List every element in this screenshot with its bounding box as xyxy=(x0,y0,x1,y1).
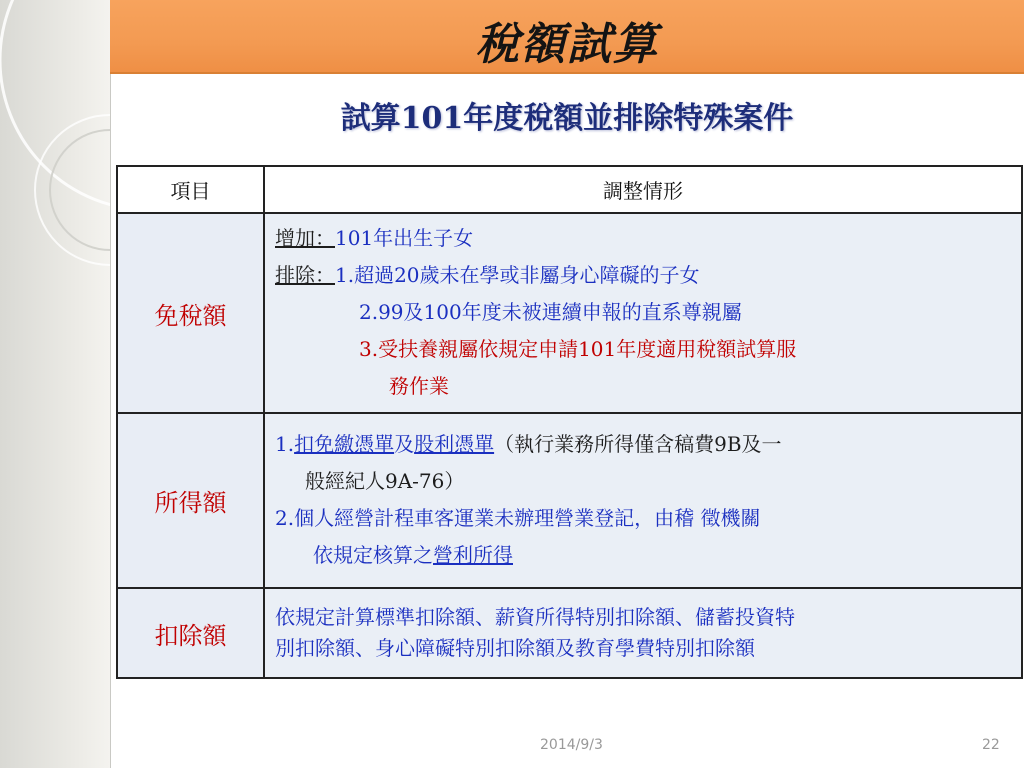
header-adjustment: 調整情形 xyxy=(264,166,1022,213)
row-content-deduction xyxy=(264,588,1022,678)
exemption-exclude-line xyxy=(275,257,1013,294)
table-row xyxy=(117,213,1022,413)
exclude-item-3a: 3.受扶養親屬依規定申請101年度適用稅額試算服 xyxy=(359,336,797,361)
tax-adjustment-table xyxy=(116,165,1023,679)
title-bar xyxy=(110,0,1024,74)
row-label-exemption: 免稅額 xyxy=(117,213,264,413)
add-prefix: 增加： xyxy=(275,225,335,250)
table-row xyxy=(117,588,1022,678)
footer-date: 2014/9/3 xyxy=(540,737,603,753)
row-content-income xyxy=(264,413,1022,588)
row-content-exemption xyxy=(264,213,1022,413)
row-label-income: 所得額 xyxy=(117,413,264,588)
exclude-item-3b: 務作業 xyxy=(389,373,449,398)
exclude-prefix: 排除： xyxy=(275,262,335,287)
page-number: 22 xyxy=(982,737,1000,753)
business-income-link: 營利所得 xyxy=(433,542,513,567)
table-header-row xyxy=(117,166,1022,213)
decorative-arcs xyxy=(0,0,110,768)
income-item-1-line1 xyxy=(275,426,1013,463)
slide-title: 稅額試算 xyxy=(475,19,659,70)
deduction-line1: 依規定計算標準扣除額、薪資所得特別扣除額、儲蓄投資特 xyxy=(275,605,795,629)
exemption-add-line xyxy=(275,220,1013,257)
exclude-item-2: 2.99及100年度未被連續申報的直系尊親屬 xyxy=(359,299,742,324)
item1-and: 及 xyxy=(394,431,415,456)
item1-num: 1. xyxy=(275,431,295,456)
item1-rest: （執行業務所得僅含稿費9B及一 xyxy=(494,431,782,456)
income-item-2-line2 xyxy=(275,537,1013,574)
income-item-2-line1: 2.個人經營計程車客運業未辦理營業登記，由稽 徵機關 xyxy=(275,505,761,530)
exclude-item-1: 1.超過20歲未在學或非屬身心障礙的子女 xyxy=(335,262,700,287)
table-row xyxy=(117,413,1022,588)
dividend-statement-link: 股利憑單 xyxy=(414,431,495,456)
slide-subtitle: 試算101年度稅額並排除特殊案件 xyxy=(340,101,794,136)
add-text: 101年出生子女 xyxy=(335,225,474,250)
header-item: 項目 xyxy=(117,166,264,213)
withholding-statement-link: 扣免繳憑單 xyxy=(294,431,395,456)
income-item-1-line2: 般經紀人9A-76） xyxy=(305,468,465,493)
row-label-deduction: 扣除額 xyxy=(117,588,264,678)
item2-pre: 依規定核算之 xyxy=(313,542,433,567)
left-decorative-panel xyxy=(0,0,110,768)
deduction-line2: 別扣除額、身心障礙特別扣除額及教育學費特別扣除額 xyxy=(275,636,755,660)
